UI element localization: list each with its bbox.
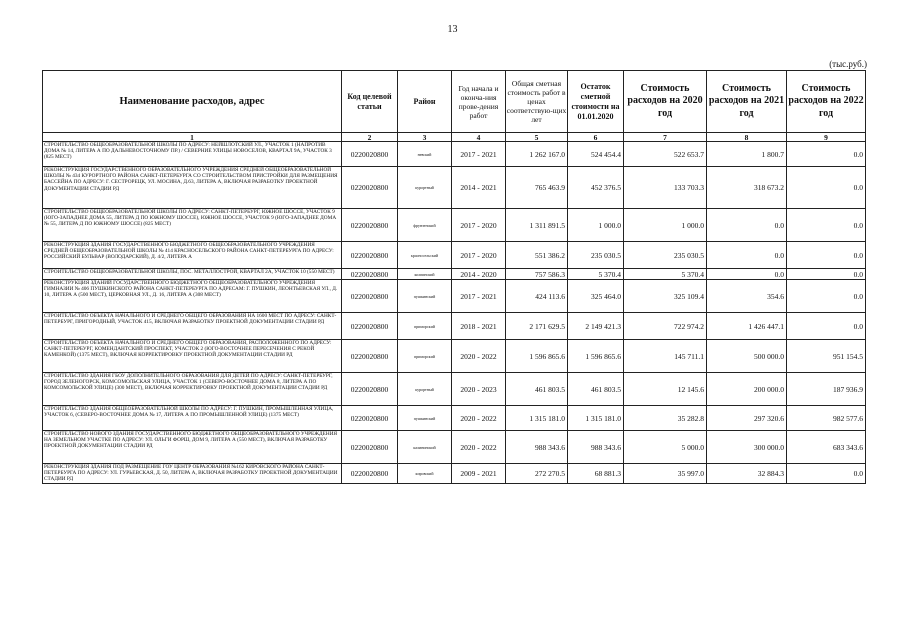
header-district: Район bbox=[398, 71, 452, 133]
row-code: 0220020800 bbox=[342, 406, 398, 431]
row-name: РЕКОНСТРУКЦИЯ ГОСУДАРСТВЕННОГО ОБРАЗОВАТЕЛЬНОГО УЧРЕЖДЕНИЯ СРЕДНЕЙ ОБЩЕОБРАЗОВАТЕЛЬНОЙ ШКОЛЫ № 434 КУРОРТНОГО РАЙОНА САНКТ-ПЕТЕРБУРГА СО СТРОИТЕЛЬСТВОМ ПРИСТРОЙКИ ДЛЯ РАЗМЕЩЕНИЯ БАССЕЙНА ПО АДРЕСУ: Г. СЕСТРОРЕЦК, УЛ. МОСИНА, Д.63, ЛИТЕРА А, ВКЛЮЧАЯ РАЗРАБОТКУ ПРОЕКТНОЙ ДОКУМЕНТАЦИИ СТАДИИ РД bbox=[43, 167, 342, 209]
row-name: СТРОИТЕЛЬСТВО ОБЩЕОБРАЗОВАТЕЛЬНОЙ ШКОЛЫ, ПОС. МЕТАЛЛОСТРОЙ, КВАРТАЛ 2А, УЧАСТОК 10 (550 МЕСТ) bbox=[43, 269, 342, 280]
row-code: 0220020800 bbox=[342, 340, 398, 373]
row-remaining: 5 370.4 bbox=[568, 269, 624, 280]
row-years: 2014 - 2021 bbox=[452, 167, 506, 209]
row-years: 2020 - 2022 bbox=[452, 340, 506, 373]
row-district: красносельский bbox=[398, 242, 452, 269]
row-cost-2022: 0.0 bbox=[787, 209, 866, 242]
row-cost-2022: 951 154.5 bbox=[787, 340, 866, 373]
row-name: СТРОИТЕЛЬСТВО ЗДАНИЯ ГБОУ ДОПОЛНИТЕЛЬНОГО ОБРАЗОВАНИЯ ДЛЯ ДЕТЕЙ ПО АДРЕСУ: САНКТ-ПЕТЕРБУРГ, ГОРОД ЗЕЛЕНОГОРСК, КОМСОМОЛЬСКАЯ УЛИЦА, УЧАСТОК 1 (СЕВЕРО-ВОСТОЧНЕЕ ДОМА 8, ЛИТЕРА А ПО КОМСОМОЛЬСКОЙ УЛИЦЕ) (300 МЕСТ), ВКЛЮЧАЯ КОРРЕКТИРОВКУ ПРОЕКТНОЙ ДОКУМЕНТАЦИИ СТАДИИ РД bbox=[43, 373, 342, 406]
table-row bbox=[43, 406, 866, 431]
row-name: СТРОИТЕЛЬСТВО ОБЩЕОБРАЗОВАТЕЛЬНОЙ ШКОЛЫ ПО АДРЕСУ: САНКТ-ПЕТЕРБУРГ, ЮЖНОЕ ШОССЕ, УЧАСТОК 9 (ЮГО-ЗАПАДНЕЕ ДОМА 55, ЛИТЕРА Д ПО ЮЖНОМУ ШОССЕ), ЮЖНОЕ ШОССЕ, УЧАСТОК 9 (ЮГО-ЗАПАДНЕЕ ДОМА № 55, ЛИТЕРА Д ПО ЮЖНОМУ ШОССЕ) (825 МЕСТ) bbox=[43, 209, 342, 242]
column-number: 6 bbox=[568, 133, 624, 142]
header-total-cost: Общая сметная стоимость работ в ценах соответствую-щих лет bbox=[506, 71, 568, 133]
header-remaining: Остаток сметной стоимости на 01.01.2020 bbox=[568, 71, 624, 133]
row-remaining: 524 454.4 bbox=[568, 142, 624, 167]
column-number: 2 bbox=[342, 133, 398, 142]
row-years: 2017 - 2020 bbox=[452, 242, 506, 269]
header-row bbox=[43, 71, 866, 133]
row-code: 0220020800 bbox=[342, 280, 398, 313]
table-row bbox=[43, 242, 866, 269]
row-cost-2022: 683 343.6 bbox=[787, 431, 866, 464]
row-cost-2020: 133 703.3 bbox=[624, 167, 707, 209]
column-number: 9 bbox=[787, 133, 866, 142]
table-row bbox=[43, 464, 866, 484]
row-total-cost: 1 315 181.0 bbox=[506, 406, 568, 431]
row-code: 0220020800 bbox=[342, 464, 398, 484]
row-name: СТРОИТЕЛЬСТВО ЗДАНИЯ ОБЩЕОБРАЗОВАТЕЛЬНОЙ ШКОЛЫ ПО АДРЕСУ: Г. ПУШКИН, ПРОМЫШЛЕННАЯ УЛИЦА, УЧАСТОК 6, (СЕВЕРО-ВОСТОЧНЕЕ ДОМА № 17, ЛИТЕРА А ПО ПРОМЫШЛЕННОЙ УЛИЦЕ) (1375 МЕСТ) bbox=[43, 406, 342, 431]
row-cost-2020: 5 370.4 bbox=[624, 269, 707, 280]
row-remaining: 988 343.6 bbox=[568, 431, 624, 464]
row-remaining: 452 376.5 bbox=[568, 167, 624, 209]
row-years: 2020 - 2022 bbox=[452, 431, 506, 464]
row-cost-2021: 0.0 bbox=[707, 242, 787, 269]
row-district: приморский bbox=[398, 340, 452, 373]
header-years: Год начала и оконча-ния прове-дения работ bbox=[452, 71, 506, 133]
row-code: 0220020800 bbox=[342, 431, 398, 464]
table-row bbox=[43, 269, 866, 280]
header-cost-2021: Стоимость расходов на 2021 год bbox=[707, 71, 787, 133]
row-cost-2022: 0.0 bbox=[787, 313, 866, 340]
units-label: (тыс.руб.) bbox=[829, 59, 867, 69]
row-years: 2017 - 2020 bbox=[452, 209, 506, 242]
column-number: 3 bbox=[398, 133, 452, 142]
row-total-cost: 272 270.5 bbox=[506, 464, 568, 484]
row-remaining: 2 149 421.3 bbox=[568, 313, 624, 340]
row-cost-2020: 1 000.0 bbox=[624, 209, 707, 242]
row-district: курортный bbox=[398, 373, 452, 406]
row-cost-2021: 0.0 bbox=[707, 269, 787, 280]
row-remaining: 325 464.0 bbox=[568, 280, 624, 313]
table-row bbox=[43, 373, 866, 406]
row-cost-2020: 235 030.5 bbox=[624, 242, 707, 269]
row-remaining: 461 803.5 bbox=[568, 373, 624, 406]
column-number: 4 bbox=[452, 133, 506, 142]
row-total-cost: 2 171 629.5 bbox=[506, 313, 568, 340]
row-code: 0220020800 bbox=[342, 373, 398, 406]
row-cost-2020: 722 974.2 bbox=[624, 313, 707, 340]
row-remaining: 1 000.0 bbox=[568, 209, 624, 242]
row-cost-2020: 35 282.8 bbox=[624, 406, 707, 431]
row-cost-2021: 297 320.6 bbox=[707, 406, 787, 431]
row-remaining: 235 030.5 bbox=[568, 242, 624, 269]
row-years: 2014 - 2020 bbox=[452, 269, 506, 280]
row-total-cost: 1 311 891.5 bbox=[506, 209, 568, 242]
row-total-cost: 551 386.2 bbox=[506, 242, 568, 269]
row-code: 0220020800 bbox=[342, 313, 398, 340]
row-cost-2021: 318 673.2 bbox=[707, 167, 787, 209]
row-years: 2020 - 2022 bbox=[452, 406, 506, 431]
row-total-cost: 757 586.3 bbox=[506, 269, 568, 280]
row-cost-2021: 1 800.7 bbox=[707, 142, 787, 167]
row-years: 2020 - 2023 bbox=[452, 373, 506, 406]
row-cost-2022: 0.0 bbox=[787, 269, 866, 280]
row-cost-2022: 187 936.9 bbox=[787, 373, 866, 406]
row-cost-2022: 982 577.6 bbox=[787, 406, 866, 431]
row-years: 2018 - 2021 bbox=[452, 313, 506, 340]
row-cost-2021: 200 000.0 bbox=[707, 373, 787, 406]
header-code: Код целевой статьи bbox=[342, 71, 398, 133]
row-code: 0220020800 bbox=[342, 167, 398, 209]
row-cost-2020: 35 997.0 bbox=[624, 464, 707, 484]
page-number: 13 bbox=[447, 24, 458, 35]
row-total-cost: 988 343.6 bbox=[506, 431, 568, 464]
header-cost-2022: Стоимость расходов на 2022 год bbox=[787, 71, 866, 133]
column-number: 1 bbox=[43, 133, 342, 142]
row-years: 2009 - 2021 bbox=[452, 464, 506, 484]
table-row bbox=[43, 431, 866, 464]
row-total-cost: 1 262 167.0 bbox=[506, 142, 568, 167]
row-name: РЕКОНСТРУКЦИЯ ЗДАНИЯ ПОД РАЗМЕЩЕНИЕ ГОУ ЦЕНТР ОБРАЗОВАНИЯ №162 КИРОВСКОГО РАЙОНА САНКТ-ПЕТЕРБУРГА ПО АДРЕСУ: УЛ. ГУРЬЕВСКАЯ, Д. 50, ЛИТЕРА А, ВКЛЮЧАЯ РАЗРАБОТКУ ПРОЕКТНОЙ ДОКУМЕНТАЦИИ СТАДИИ РД bbox=[43, 464, 342, 484]
row-cost-2022: 0.0 bbox=[787, 142, 866, 167]
row-name: СТРОИТЕЛЬСТВО НОВОГО ЗДАНИЯ ГОСУДАРСТВЕННОГО БЮДЖЕТНОГО ОБЩЕОБРАЗОВАТЕЛЬНОГО УЧРЕЖДЕНИЯ НА ЗЕМЕЛЬНОМ УЧАСТКЕ ПО АДРЕСУ: УЛ. ОЛЬГИ ФОРШ, ДОМ 9, ЛИТЕРА А (550 МЕСТ), ВКЛЮЧАЯ РАЗРАБОТКУ ПРОЕКТНОЙ ДОКУМЕНТАЦИИ СТАДИИ РД bbox=[43, 431, 342, 464]
row-cost-2020: 145 711.1 bbox=[624, 340, 707, 373]
row-years: 2017 - 2021 bbox=[452, 142, 506, 167]
row-name: СТРОИТЕЛЬСТВО ОБЪЕКТА НАЧАЛЬНОГО И СРЕДНЕГО ОБЩЕГО ОБРАЗОВАНИЯ НА 1600 МЕСТ ПО АДРЕСУ: САНКТ-ПЕТЕРБУРГ, ПРИГОРОДНЫЙ, УЧАСТОК 415, ВКЛЮЧАЯ РАЗРАБОТКУ ПРОЕКТНОЙ ДОКУМЕНТАЦИИ СТАДИИ РД bbox=[43, 313, 342, 340]
column-number: 7 bbox=[624, 133, 707, 142]
row-district: фрунзенский bbox=[398, 209, 452, 242]
table-row bbox=[43, 142, 866, 167]
header-name: Наименование расходов, адрес bbox=[43, 71, 342, 133]
row-cost-2022: 0.0 bbox=[787, 242, 866, 269]
row-cost-2021: 500 000.0 bbox=[707, 340, 787, 373]
row-cost-2020: 325 109.4 bbox=[624, 280, 707, 313]
row-name: РЕКОНСТРУКЦИЯ ЗДАНИЯ ГОСУДАРСТВЕННОГО БЮДЖЕТНОГО ОБЩЕОБРАЗОВАТЕЛЬНОГО УЧРЕЖДЕНИЯ СРЕДНЕЙ ОБЩЕОБРАЗОВАТЕЛЬНОЙ ШКОЛЫ № 414 КРАСНОСЕЛЬСКОГО РАЙОНА САНКТ-ПЕТЕРБУРГА ПО АДРЕСУ: РОССИЙСКИЙ БУЛЬВАР (ВОЛОДАРСКИЙ), Д. 4/2, ЛИТЕРА А bbox=[43, 242, 342, 269]
row-district: пушкинский bbox=[398, 280, 452, 313]
column-number: 5 bbox=[506, 133, 568, 142]
row-district: колпинский bbox=[398, 269, 452, 280]
expenses-table bbox=[42, 70, 866, 484]
row-district: курортный bbox=[398, 167, 452, 209]
table-row bbox=[43, 167, 866, 209]
row-cost-2022: 0.0 bbox=[787, 464, 866, 484]
header-cost-2020: Стоимость расходов на 2020 год bbox=[624, 71, 707, 133]
row-district: кировский bbox=[398, 464, 452, 484]
row-cost-2021: 300 000.0 bbox=[707, 431, 787, 464]
row-name: РЕКОНСТРУКЦИЯ ЗДАНИЙ ГОСУДАРСТВЕННОГО БЮДЖЕТНОГО ОБЩЕОБРАЗОВАТЕЛЬНОГО УЧРЕЖДЕНИЯ ГИМНАЗИИ № 406 ПУШКИНСКОГО РАЙОНА САНКТ-ПЕТЕРБУРГА ПО АДРЕСАМ: Г. ПУШКИН, ЛЕОНТЬЕВСКАЯ УЛ., Д. 10, ЛИТЕРА А (500 МЕСТ), ЦЕРКОВНАЯ УЛ., Д. 16, ЛИТЕРА А (308 МЕСТ) bbox=[43, 280, 342, 313]
row-cost-2021: 0.0 bbox=[707, 209, 787, 242]
table-row bbox=[43, 340, 866, 373]
column-number-row bbox=[43, 133, 866, 142]
row-remaining: 1 315 181.0 bbox=[568, 406, 624, 431]
row-cost-2021: 32 884.3 bbox=[707, 464, 787, 484]
row-cost-2020: 12 145.6 bbox=[624, 373, 707, 406]
row-name: СТРОИТЕЛЬСТВО ОБЩЕОБРАЗОВАТЕЛЬНОЙ ШКОЛЫ ПО АДРЕСУ: НЕЙШЛОТСКИЙ УЛ., УЧАСТОК 1 (НАПРОТИВ ДОМА № 14, ЛИТЕРА А ПО ДАЛЬНЕВОСТОЧНОМУ ПР.) / СЕВЕРНИЕ УЛИЦЫ НОВОСЕЛОВ, КВАРТАЛ 9А, УЧАСТОК 3 (825 МЕСТ) bbox=[43, 142, 342, 167]
row-remaining: 1 596 865.6 bbox=[568, 340, 624, 373]
row-district: пушкинский bbox=[398, 406, 452, 431]
row-name: СТРОИТЕЛЬСТВО ОБЪЕКТА НАЧАЛЬНОГО И СРЕДНЕГО ОБЩЕГО ОБРАЗОВАНИЯ, РАСПОЛОЖЕННОГО ПО АДРЕСУ: САНКТ-ПЕТЕРБУРГ, КОМЕНДАНТСКИЙ ПРОСПЕКТ, УЧАСТОК 2 (ЮГО-ВОСТОЧНЕЕ ПЕРЕСЕЧЕНИЯ С РЕКОЙ КАМЕНКОЙ) (1375 МЕСТ), ВКЛЮЧАЯ КОРРЕКТИРОВКУ ПРОЕКТНОЙ ДОКУМЕНТАЦИИ СТАДИИ РД bbox=[43, 340, 342, 373]
row-code: 0220020800 bbox=[342, 269, 398, 280]
row-code: 0220020800 bbox=[342, 142, 398, 167]
row-remaining: 68 881.3 bbox=[568, 464, 624, 484]
row-cost-2020: 5 000.0 bbox=[624, 431, 707, 464]
row-total-cost: 424 113.6 bbox=[506, 280, 568, 313]
row-total-cost: 1 596 865.6 bbox=[506, 340, 568, 373]
row-cost-2021: 1 426 447.1 bbox=[707, 313, 787, 340]
row-cost-2022: 0.0 bbox=[787, 167, 866, 209]
row-years: 2017 - 2021 bbox=[452, 280, 506, 313]
table-row bbox=[43, 280, 866, 313]
row-cost-2021: 354.6 bbox=[707, 280, 787, 313]
row-district: невский bbox=[398, 142, 452, 167]
row-code: 0220020800 bbox=[342, 242, 398, 269]
row-district: калининский bbox=[398, 431, 452, 464]
row-cost-2020: 522 653.7 bbox=[624, 142, 707, 167]
row-cost-2022: 0.0 bbox=[787, 280, 866, 313]
table-row bbox=[43, 209, 866, 242]
row-total-cost: 461 803.5 bbox=[506, 373, 568, 406]
column-number: 8 bbox=[707, 133, 787, 142]
row-total-cost: 765 463.9 bbox=[506, 167, 568, 209]
row-district: приморский bbox=[398, 313, 452, 340]
table-row bbox=[43, 313, 866, 340]
row-code: 0220020800 bbox=[342, 209, 398, 242]
